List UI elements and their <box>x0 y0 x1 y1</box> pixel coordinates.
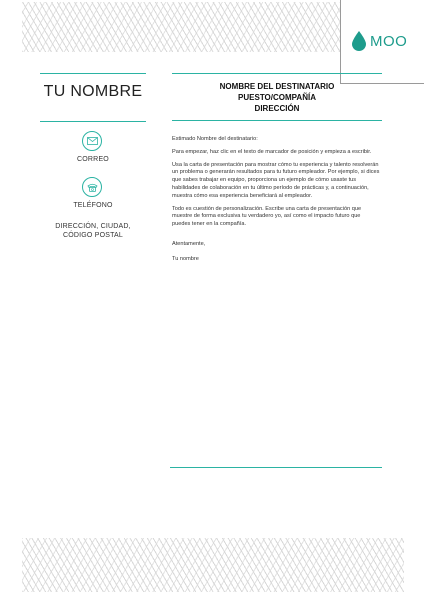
logo-box <box>340 0 424 84</box>
phone-label: TELÉFONO <box>73 202 113 209</box>
envelope-icon <box>82 131 102 151</box>
recipient-rule-bottom <box>172 120 382 121</box>
sender-name: TU NOMBRE <box>43 83 143 100</box>
address-label <box>40 222 146 240</box>
recipient-name: NOMBRE DEL DESTINATARIO <box>219 82 335 91</box>
drop-icon <box>352 31 366 51</box>
footer-rule <box>170 467 382 468</box>
signature: Tu nombre <box>172 255 199 262</box>
letter-body <box>172 136 380 269</box>
email-label: CORREO <box>77 156 109 163</box>
recipient-address: DIRECCIÓN <box>254 104 300 113</box>
closing: Atentamente, <box>172 240 206 247</box>
address-line-1: DIRECCIÓN, CIUDAD, <box>55 223 131 230</box>
decorative-pattern-top <box>22 2 380 52</box>
recipient-title-company: PUESTO/COMPAÑÍA <box>238 93 316 102</box>
telephone-icon <box>82 177 102 197</box>
paragraph-3: Todo es cuestión de personalización. Escribe una carta de presentación que muestre de forma exclusiva tu verdadero yo, así como el impacto futuro que puedes tener en la compañía. <box>172 205 362 228</box>
recipient-rule-top <box>172 73 382 74</box>
address-line-2: CÓDIGO POSTAL <box>62 232 124 239</box>
salutation: Estimado Nombre del destinatario: <box>172 136 258 142</box>
paragraph-2: Usa la carta de presentación para mostrar cómo tu experiencia y talento resolverán un problema o generarán resultados para tu futuro empleador. Por ejemplo, si dices que sabes trabajar en equipo, proporciona un ejemplo de cómo usaste tus habilidades de colaboración en tu último período de prácticas y, a continuación, muestra cómo esa experiencia beneficiará al empleador. <box>172 161 380 199</box>
logo-text: MOO <box>370 33 408 50</box>
recipient-block <box>172 81 382 114</box>
decorative-pattern-bottom <box>22 538 404 592</box>
paragraph-1: Para empezar, haz clic en el texto de marcador de posición y empieza a escribir. <box>172 148 372 155</box>
